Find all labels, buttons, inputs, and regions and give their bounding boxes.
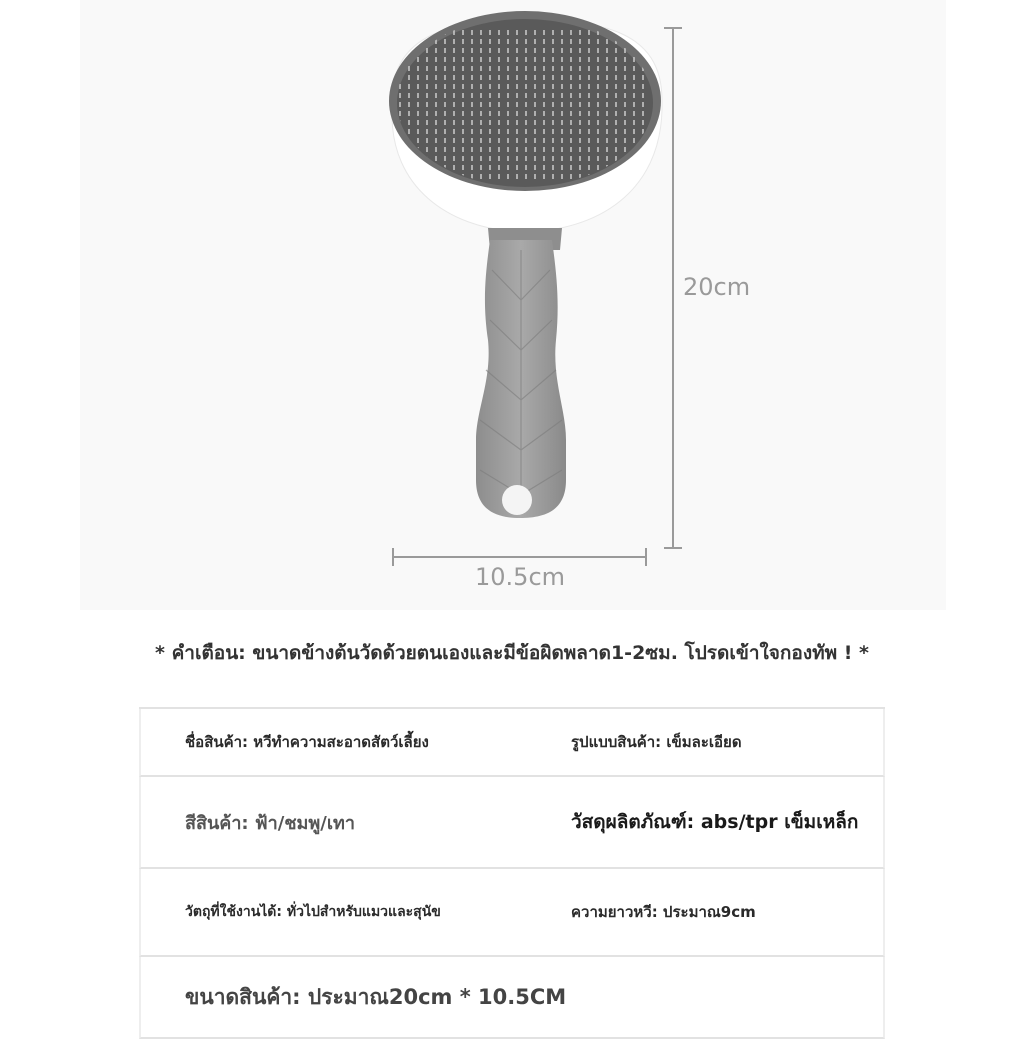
height-dimension-line bbox=[664, 28, 682, 548]
brush-head bbox=[389, 11, 662, 232]
spec-comb-length: ความยาวหวี: ประมาณ9cm bbox=[571, 903, 756, 921]
spec-table bbox=[139, 707, 885, 1039]
height-label: 20cm bbox=[683, 273, 751, 301]
spec-product-material: วัสดุผลิตภัณฑ์: abs/tpr เข็มเหล็ก bbox=[571, 811, 859, 833]
spec-row-4 bbox=[139, 957, 885, 1039]
warning-note: * คำเตือน: ขนาดข้างต้นวัดด้วยตนเองและมีข้อผิดพลาด1-2ซม. โปรดเข้าใจกองทัพ ! * bbox=[155, 642, 869, 664]
spec-product-style: รูปแบบสินค้า: เข็มละเอียด bbox=[571, 733, 742, 751]
spec-product-name: ชื่อสินค้า: หวีทำความสะอาดสัตว์เลี้ยง bbox=[185, 733, 429, 751]
spec-row-3 bbox=[139, 869, 885, 957]
brush-handle bbox=[476, 228, 566, 518]
spec-row-2 bbox=[139, 777, 885, 869]
spec-applicable-pets: วัตถุที่ใช้งานได้: ทั่วไปสำหรับแมวและสุนัข bbox=[185, 904, 441, 920]
spec-product-size: ขนาดสินค้า: ประมาณ20cm * 10.5CM bbox=[185, 984, 567, 1009]
width-label: 10.5cm bbox=[475, 563, 566, 591]
spec-product-color: สีสินค้า: ฟ้า/ชมพู/เทา bbox=[185, 812, 355, 834]
spec-row-1 bbox=[139, 709, 885, 777]
